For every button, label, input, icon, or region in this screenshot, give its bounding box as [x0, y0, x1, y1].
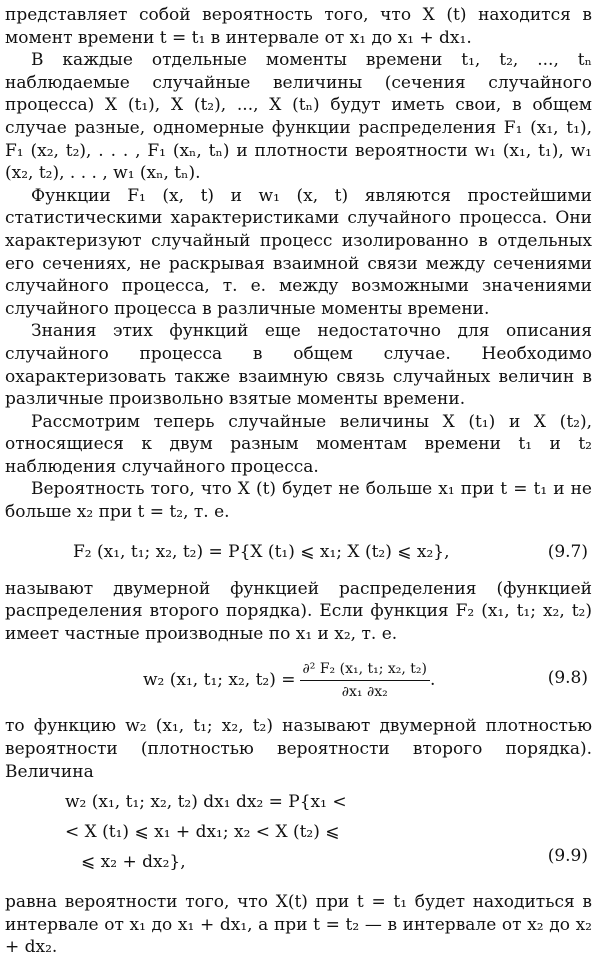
- paragraph-2: В каждые отдельные моменты времени t₁, t₂, ..., tₙ наблюдаемые случайные величины (сечения случайного процесса) X (t₁), X (t₂), ..., X (tₙ) будут иметь свои, в общем случае разные, одномерные функции распределения F₁ (x₁, t₁), F₁ (x₂, t₂), . . . , F₁ (xₙ, tₙ) и плотности вероятности w₁ (x₁, t₁), w₁ (x₂, t₂), . . . , w₁ (xₙ, tₙ).: [5, 50, 592, 184]
- paragraph-4: Знания этих функций еще недостаточно для описания случайного процесса в общем случае. Необходимо охарактеризовать также взаимную связь случайных величин в различные произвольно взятые моменты времени.: [5, 321, 592, 410]
- equation-9-8-lhs: w₂ (x₁, t₁; x₂, t₂) =: [143, 670, 296, 691]
- paragraph-8: то функцию w₂ (x₁, t₁; x₂, t₂) называют двумерной плотностью вероятности (плотностью вероятности второго порядка). Величина: [5, 716, 592, 782]
- paragraph-7: называют двумерной функцией распределения (функцией распределения второго порядка). Если функция F₂ (x₁, t₁; x₂, t₂) имеет частные производные по x₁ и x₂, т. е.: [5, 578, 592, 644]
- paragraph-9: равна вероятности того, что X(t) при t = t₁ будет находиться в интервале от x₁ до x₁ + dx₁, а при t = t₂ — в интервале от x₂ до x₂ + dx₂.: [5, 892, 592, 958]
- equation-9-9-line-3: ⩽ x₂ + dx₂},: [81, 852, 186, 873]
- paragraph-6: Вероятность того, что X (t) будет не больше x₁ при t = t₁ и не больше x₂ при t = t₂, т. е.: [5, 479, 592, 523]
- equation-9-9-line-2: < X (t₁) ⩽ x₁ + dx₁; x₂ < X (t₂) ⩽: [65, 822, 340, 843]
- equation-9-7: [5, 526, 592, 578]
- equation-9-8-fraction: [300, 660, 430, 701]
- paragraph-5: Рассмотрим теперь случайные величины X (t₁) и X (t₂), относящиеся к двум разным моментам времени t₁ и t₂ наблюдения случайного процесса.: [5, 411, 592, 477]
- equation-9-9-line-1: w₂ (x₁, t₁; x₂, t₂) dx₁ dx₂ = P{x₁ <: [65, 792, 347, 813]
- paragraph-3: Функции F₁ (x, t) и w₁ (x, t) являются простейшими статистическими характеристиками случайного процесса. Они характеризуют случайный процесс изолированно в отдельных его сечениях, не раскрывая взаимной связи между сечениями случайного процесса, т. е. между возможными значениями случайного процесса в различные моменты времени.: [5, 185, 592, 319]
- equation-9-8-tail: .: [430, 670, 436, 691]
- paragraph-1: представляет собой вероятность того, что X (t) находится в момент времени t = t₁ в интервале от x₁ до x₁ + dx₁.: [5, 5, 592, 48]
- equation-9-8-number: (9.8): [547, 668, 588, 689]
- equation-9-7-number: (9.7): [547, 541, 588, 562]
- equation-9-9: [5, 783, 592, 891]
- equation-9-9-number: (9.9): [547, 846, 588, 867]
- equation-9-7-body: F₂ (x₁, t₁; x₂, t₂) = P{X (t₁) ⩽ x₁; X (t₂) ⩽ x₂},: [73, 541, 450, 562]
- equation-9-8: [5, 645, 592, 715]
- equation-9-8-denominator: ∂x₁ ∂x₂: [341, 683, 388, 700]
- equation-9-8-numerator: ∂² F₂ (x₁, t₁; x₂, t₂): [300, 660, 430, 681]
